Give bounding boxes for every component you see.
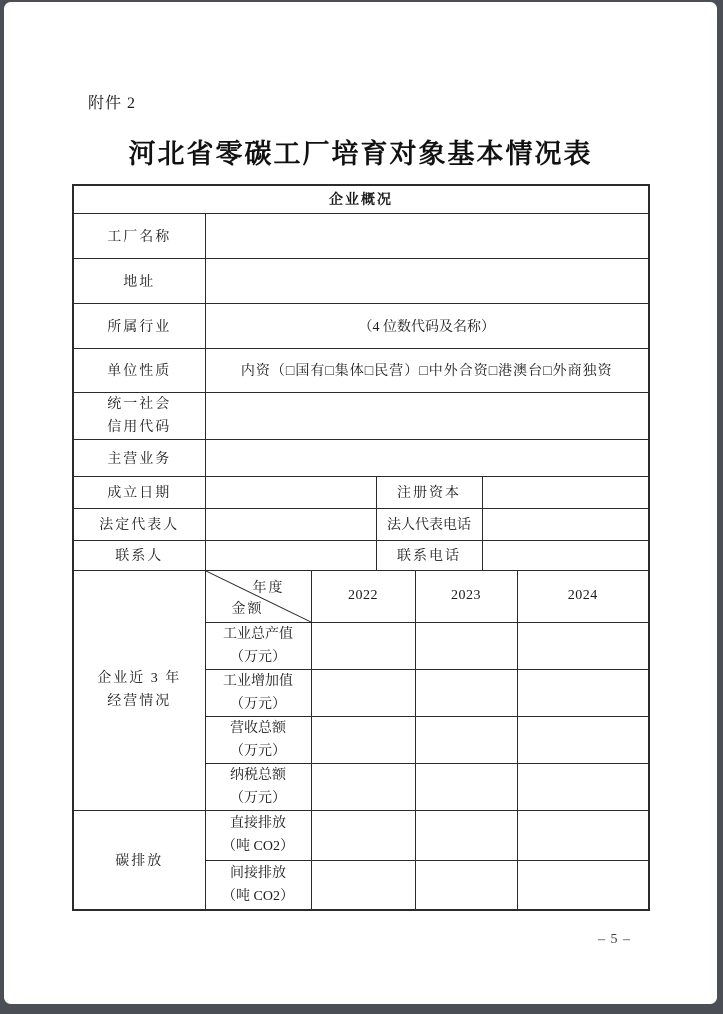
registered-capital-value bbox=[482, 476, 649, 508]
unit-nature-label: 单位性质 bbox=[73, 348, 205, 392]
diagonal-header-cell bbox=[205, 570, 311, 622]
added-value-2023 bbox=[415, 669, 517, 716]
added-value-label-line1: 工业增加值 bbox=[223, 673, 293, 689]
gross-output-2022 bbox=[311, 622, 415, 669]
table-row bbox=[73, 213, 649, 258]
establish-date-label: 成立日期 bbox=[73, 476, 205, 508]
unit-nature-options: 内资（□国有□集体□民营）□中外合资□港澳台□外商独资 bbox=[205, 348, 649, 392]
gross-output-2023 bbox=[415, 622, 517, 669]
gross-output-label bbox=[205, 622, 311, 669]
factory-name-value bbox=[205, 213, 649, 258]
direct-emissions-2022 bbox=[311, 810, 415, 860]
legal-rep-phone-label: 法人代表电话 bbox=[376, 508, 482, 540]
contact-phone-label: 联系电话 bbox=[376, 540, 482, 570]
added-value-label-line2: （万元） bbox=[230, 696, 286, 712]
revenue-label-line1: 营收总额 bbox=[230, 720, 286, 736]
industry-value-hint: （4 位数代码及名称） bbox=[205, 303, 649, 348]
indirect-emissions-label-line2: （吨 CO2） bbox=[222, 888, 294, 904]
legal-rep-phone-value bbox=[482, 508, 649, 540]
direct-emissions-label bbox=[205, 810, 311, 860]
gross-output-label-line2: （万元） bbox=[230, 649, 286, 665]
revenue-label bbox=[205, 716, 311, 763]
page-number: – 5 – bbox=[598, 932, 631, 947]
page-title: 河北省零碳工厂培育对象基本情况表 bbox=[128, 139, 593, 169]
direct-emissions-2023 bbox=[415, 810, 517, 860]
legal-representative-label: 法定代表人 bbox=[73, 508, 205, 540]
credit-code-label-line2: 信用代码 bbox=[107, 419, 172, 435]
registered-capital-label: 注册资本 bbox=[376, 476, 482, 508]
table-row bbox=[73, 348, 649, 392]
tax-total-label bbox=[205, 763, 311, 810]
tax-total-label-line2: （万元） bbox=[230, 790, 286, 806]
table-row bbox=[73, 508, 649, 540]
credit-code-label-line1: 统一社会 bbox=[107, 396, 172, 412]
revenue-label-line2: （万元） bbox=[230, 743, 286, 759]
table-row bbox=[73, 810, 649, 860]
revenue-2023 bbox=[415, 716, 517, 763]
enterprise-overview-table bbox=[72, 184, 650, 911]
operations-section-label bbox=[73, 570, 205, 810]
table-row bbox=[73, 540, 649, 570]
revenue-2024 bbox=[517, 716, 649, 763]
credit-code-value bbox=[205, 392, 649, 439]
gross-output-label-line1: 工业总产值 bbox=[223, 626, 293, 642]
indirect-emissions-label-line1: 间接排放 bbox=[230, 865, 286, 881]
direct-emissions-label-line2: （吨 CO2） bbox=[222, 839, 294, 854]
legal-representative-value bbox=[205, 508, 376, 540]
table-row bbox=[73, 303, 649, 348]
credit-code-label bbox=[73, 392, 205, 439]
address-value bbox=[205, 258, 649, 303]
main-business-value bbox=[205, 439, 649, 476]
tax-total-2024 bbox=[517, 763, 649, 810]
contact-person-label: 联系人 bbox=[73, 540, 205, 570]
gross-output-2024 bbox=[517, 622, 649, 669]
diagonal-amount-label: 金额 bbox=[231, 601, 264, 617]
industry-label: 所属行业 bbox=[73, 303, 205, 348]
diagonal-year-label: 年度 bbox=[252, 580, 285, 596]
added-value-label bbox=[205, 669, 311, 716]
indirect-emissions-2024 bbox=[517, 860, 649, 910]
added-value-2024 bbox=[517, 669, 649, 716]
direct-emissions-label-line1: 直接排放 bbox=[230, 816, 286, 831]
table-row bbox=[73, 570, 649, 622]
attachment-label: 附件 2 bbox=[88, 95, 137, 112]
year-header-2024: 2024 bbox=[517, 570, 649, 622]
year-header-2022: 2022 bbox=[311, 570, 415, 622]
year-header-2023: 2023 bbox=[415, 570, 517, 622]
table-row bbox=[73, 439, 649, 476]
factory-name-label: 工厂名称 bbox=[73, 213, 205, 258]
tax-total-label-line1: 纳税总额 bbox=[230, 767, 286, 783]
direct-emissions-2024 bbox=[517, 810, 649, 860]
table-row bbox=[73, 185, 649, 213]
indirect-emissions-label bbox=[205, 860, 311, 910]
indirect-emissions-2023 bbox=[415, 860, 517, 910]
added-value-2022 bbox=[311, 669, 415, 716]
revenue-2022 bbox=[311, 716, 415, 763]
contact-phone-value bbox=[482, 540, 649, 570]
table-row bbox=[73, 392, 649, 439]
operations-label-line2: 经营情况 bbox=[107, 694, 172, 709]
establish-date-value bbox=[205, 476, 376, 508]
emissions-section-label: 碳排放 bbox=[73, 810, 205, 910]
indirect-emissions-2022 bbox=[311, 860, 415, 910]
tax-total-2022 bbox=[311, 763, 415, 810]
address-label: 地址 bbox=[73, 258, 205, 303]
document-page bbox=[4, 2, 717, 1004]
main-business-label: 主营业务 bbox=[73, 439, 205, 476]
table-row bbox=[73, 258, 649, 303]
section-header-enterprise-overview: 企业概况 bbox=[73, 185, 649, 213]
tax-total-2023 bbox=[415, 763, 517, 810]
contact-person-value bbox=[205, 540, 376, 570]
operations-label-line1: 企业近 3 年 bbox=[97, 671, 182, 686]
table-row bbox=[73, 476, 649, 508]
